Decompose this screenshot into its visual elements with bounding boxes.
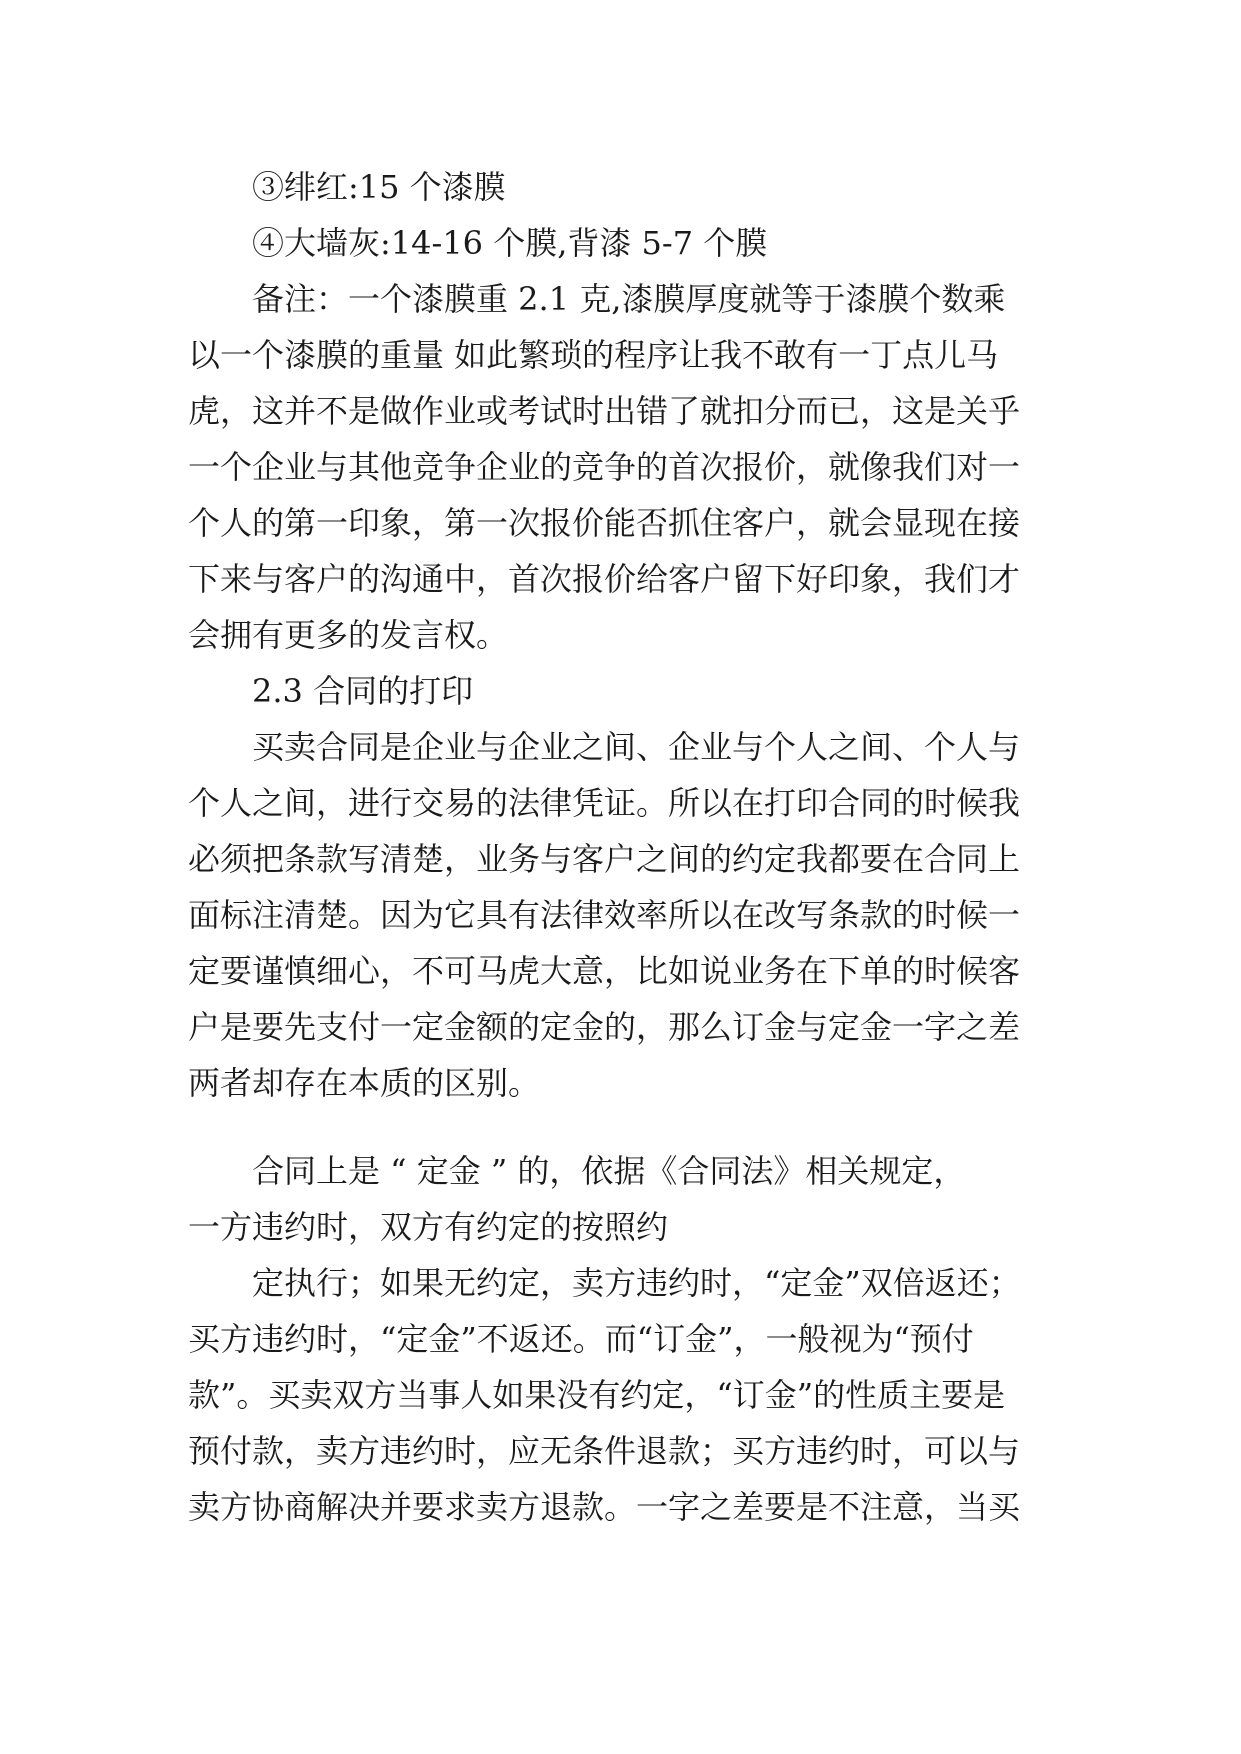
text-line-4: 以一个漆膜的重量 如此繁琐的程序让我不敢有一丁点儿马: [188, 336, 999, 374]
text-line-14: 面标注清楚。因为它具有法律效率所以在改写条款的时候一: [188, 896, 1021, 934]
text-line-7: 个人的第一印象，第一次报价能否抓住客户，就会显现在接: [188, 504, 1021, 542]
text-line-18: 合同上是 “ 定金 ” 的，依据《合同法》相关规定，: [252, 1152, 966, 1190]
text-line-5: 虎，这并不是做作业或考试时出错了就扣分而已，这是关乎: [188, 392, 1021, 430]
text-line-11: 买卖合同是企业与企业之间、企业与个人之间、个人与: [252, 728, 1021, 766]
text-line-17: 两者却存在本质的区别。: [188, 1064, 541, 1102]
text-line-2: ④大墙灰:14-16 个膜,背漆 5-7 个膜: [252, 224, 768, 262]
text-line-8: 下来与客户的沟通中，首次报价给客户留下好印象，我们才: [188, 560, 1021, 598]
section-heading: 2.3 合同的打印: [252, 672, 474, 710]
text-line-15: 定要谨慎细心，不可马虎大意，比如说业务在下单的时候客: [188, 952, 1021, 990]
text-line-1: ③绯红:15 个漆膜: [252, 168, 506, 206]
text-line-13: 必须把条款写清楚，业务与客户之间的约定我都要在合同上: [188, 840, 1021, 878]
text-line-6: 一个企业与其他竞争企业的竞争的首次报价，就像我们对一: [188, 448, 1021, 486]
text-line-9: 会拥有更多的发言权。: [188, 616, 509, 654]
text-line-22: 款”。买卖双方当事人如果没有约定，“订金”的性质主要是: [188, 1376, 1006, 1414]
text-line-19: 一方违约时，双方有约定的按照约: [188, 1208, 669, 1246]
text-line-3: 备注：一个漆膜重 2.1 克,漆膜厚度就等于漆膜个数乘: [252, 280, 1006, 318]
text-line-16: 户是要先支付一定金额的定金的，那么订金与定金一字之差: [188, 1008, 1021, 1046]
text-line-12: 个人之间，进行交易的法律凭证。所以在打印合同的时候我: [188, 784, 1021, 822]
text-line-23: 预付款，卖方违约时，应无条件退款；买方违约时，可以与: [188, 1432, 1021, 1470]
text-line-21: 买方违约时，“定金”不返还。而“订金”，一般视为“预付: [188, 1320, 974, 1358]
text-line-24: 卖方协商解决并要求卖方退款。一字之差要是不注意，当买: [188, 1488, 1021, 1526]
text-line-20: 定执行；如果无约定，卖方违约时，“定金”双倍返还；: [252, 1264, 1021, 1302]
